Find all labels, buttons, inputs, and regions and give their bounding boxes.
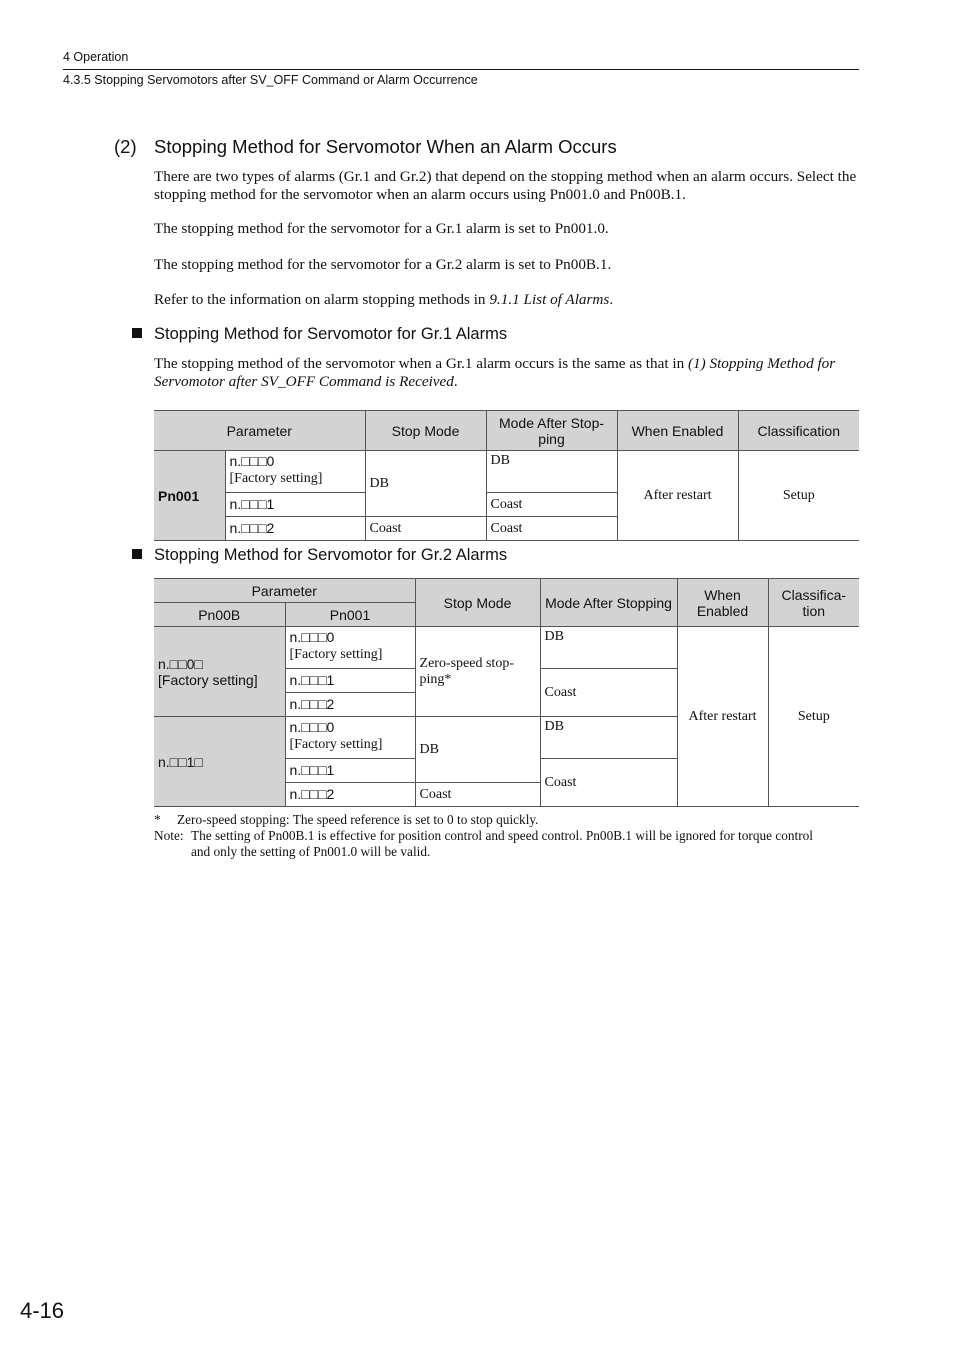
gr1-intro-suffix: . bbox=[453, 373, 458, 390]
gr2-b-pn001-1: n.□□□1 bbox=[285, 759, 415, 783]
gr1-when-enabled: After restart bbox=[617, 451, 738, 541]
gr2-b-pn001-cell-0 bbox=[285, 717, 415, 759]
gr2-b-mode-after-db: DB bbox=[540, 717, 677, 759]
gr1-setting-2: n.□□□2 bbox=[225, 517, 365, 541]
gr1-param-pn001: Pn001 bbox=[154, 451, 225, 541]
gr1-setting-0-note: [Factory setting] bbox=[229, 471, 323, 486]
gr2-b-mode-after-coast: Coast bbox=[540, 759, 677, 807]
section-title: Stopping Method for Servomotor When an Alarm Occurs bbox=[154, 136, 617, 157]
gr1-stop-mode-2: Coast bbox=[365, 517, 486, 541]
section-heading bbox=[114, 136, 617, 158]
note-label: Note: bbox=[154, 828, 184, 843]
gr2-a-pn001-cell-0 bbox=[285, 627, 415, 669]
gr2-when-enabled: After restart bbox=[677, 627, 768, 807]
gr2-header-stop-mode: Stop Mode bbox=[415, 579, 540, 627]
gr1-header-classification: Classification bbox=[738, 411, 859, 451]
gr2-a-mode-after-coast: Coast bbox=[540, 669, 677, 717]
gr1-subheading-text: Stopping Method for Servomotor for Gr.1 Alarms bbox=[154, 325, 508, 343]
gr2-a-pn001-2: n.□□□2 bbox=[285, 693, 415, 717]
gr2-header-when-enabled: When Enabled bbox=[677, 579, 768, 627]
gr1-header-parameter: Parameter bbox=[154, 411, 365, 451]
gr2-pn00b-a-value: n.□□0□ bbox=[158, 655, 203, 672]
gr2-a-pn001-0-note: [Factory setting] bbox=[289, 647, 383, 662]
gr1-intro-ref: (1) Stopping Method for Servomotor after SV_OFF Command is Received bbox=[154, 355, 836, 390]
gr2-header-classification: Classifica-tion bbox=[768, 579, 859, 627]
gr2-a-mode-after-db: DB bbox=[540, 627, 677, 669]
gr1-intro-text: The stopping method of the servomotor when a Gr.1 alarm occurs is the same as that in bbox=[154, 355, 688, 372]
asterisk-mark: * bbox=[154, 812, 161, 827]
header-rule bbox=[63, 69, 859, 70]
gr2-b-pn001-2: n.□□□2 bbox=[285, 783, 415, 807]
gr1-classification: Setup bbox=[738, 451, 859, 541]
gr2-classification: Setup bbox=[768, 627, 859, 807]
square-bullet-icon bbox=[132, 328, 142, 338]
gr1-mode-after-2: Coast bbox=[486, 517, 617, 541]
gr2-b-stop-mode-coast: Coast bbox=[415, 783, 540, 807]
intro-paragraph: There are two types of alarms (Gr.1 and Gr.2) that depend on the stopping method when an alarm occurs. Select the stopping method for the servomotor when an alarm occurs using Pn001.0 and Pn00B.1. bbox=[154, 168, 857, 203]
gr2-a-stop-mode: Zero-speed stop-ping* bbox=[415, 627, 540, 717]
note-line-1: The setting of Pn00B.1 is effective for position control and speed control. Pn00B.1 will be ignored for torque control bbox=[191, 828, 814, 843]
gr1-header-when-enabled: When Enabled bbox=[617, 411, 738, 451]
footnote-asterisk bbox=[154, 812, 859, 828]
section-number: (2) bbox=[114, 136, 137, 157]
reference-suffix: . bbox=[609, 291, 614, 308]
gr2-pn00b-a-note: [Factory setting] bbox=[158, 671, 258, 688]
gr2-table bbox=[154, 578, 859, 807]
gr2-a-pn001-0: n.□□□0 bbox=[289, 629, 335, 645]
gr1-header-stop-mode: Stop Mode bbox=[365, 411, 486, 451]
gr2-a-pn001-1: n.□□□1 bbox=[285, 669, 415, 693]
running-header-section: 4.3.5 Stopping Servomotors after SV_OFF Command or Alarm Occurrence bbox=[63, 73, 478, 87]
gr2-b-pn001-0: n.□□□0 bbox=[289, 719, 335, 735]
footnote-note-cont: and only the setting of Pn001.0 will be valid. bbox=[191, 844, 431, 859]
gr1-setting-0: n.□□□0 bbox=[229, 453, 275, 469]
gr2-setting-paragraph: The stopping method for the servomotor for a Gr.2 alarm is set to Pn00B.1. bbox=[154, 256, 612, 273]
gr1-table bbox=[154, 410, 859, 541]
reference-link: 9.1.1 List of Alarms bbox=[489, 291, 610, 308]
gr2-pn00b-group-a bbox=[154, 627, 285, 717]
gr2-subheading-text: Stopping Method for Servomotor for Gr.2 Alarms bbox=[154, 546, 508, 564]
gr2-header-mode-after: Mode After Stopping bbox=[540, 579, 677, 627]
reference-paragraph bbox=[154, 291, 859, 309]
gr1-mode-after-1: Coast bbox=[486, 493, 617, 517]
gr1-setting-1: n.□□□1 bbox=[225, 493, 365, 517]
gr2-header-parameter: Parameter bbox=[154, 579, 415, 603]
reference-text: Refer to the information on alarm stopping methods in bbox=[154, 291, 490, 308]
gr1-header-mode-after: Mode After Stop-ping bbox=[486, 411, 617, 451]
gr1-setting-cell bbox=[225, 451, 365, 493]
gr2-pn00b-group-b: n.□□1□ bbox=[154, 717, 285, 807]
gr2-header-pn001: Pn001 bbox=[285, 603, 415, 627]
gr2-b-stop-mode: DB bbox=[415, 717, 540, 783]
page-number: 4-16 bbox=[20, 1298, 65, 1323]
gr1-subheading bbox=[132, 325, 507, 344]
gr2-header-pn00b: Pn00B bbox=[154, 603, 285, 627]
gr2-b-pn001-0-note: [Factory setting] bbox=[289, 737, 383, 752]
square-bullet-icon bbox=[132, 549, 142, 559]
gr2-subheading bbox=[132, 546, 507, 565]
footnote-note bbox=[154, 828, 859, 844]
gr1-setting-paragraph: The stopping method for the servomotor for a Gr.1 alarm is set to Pn001.0. bbox=[154, 220, 609, 237]
asterisk-text: Zero-speed stopping: The speed reference is set to 0 to stop quickly. bbox=[177, 812, 539, 827]
gr1-intro-paragraph bbox=[154, 355, 859, 391]
gr1-mode-after-0: DB bbox=[486, 451, 617, 493]
gr1-stop-mode-db: DB bbox=[365, 451, 486, 517]
running-header-chapter: 4 Operation bbox=[63, 50, 129, 64]
